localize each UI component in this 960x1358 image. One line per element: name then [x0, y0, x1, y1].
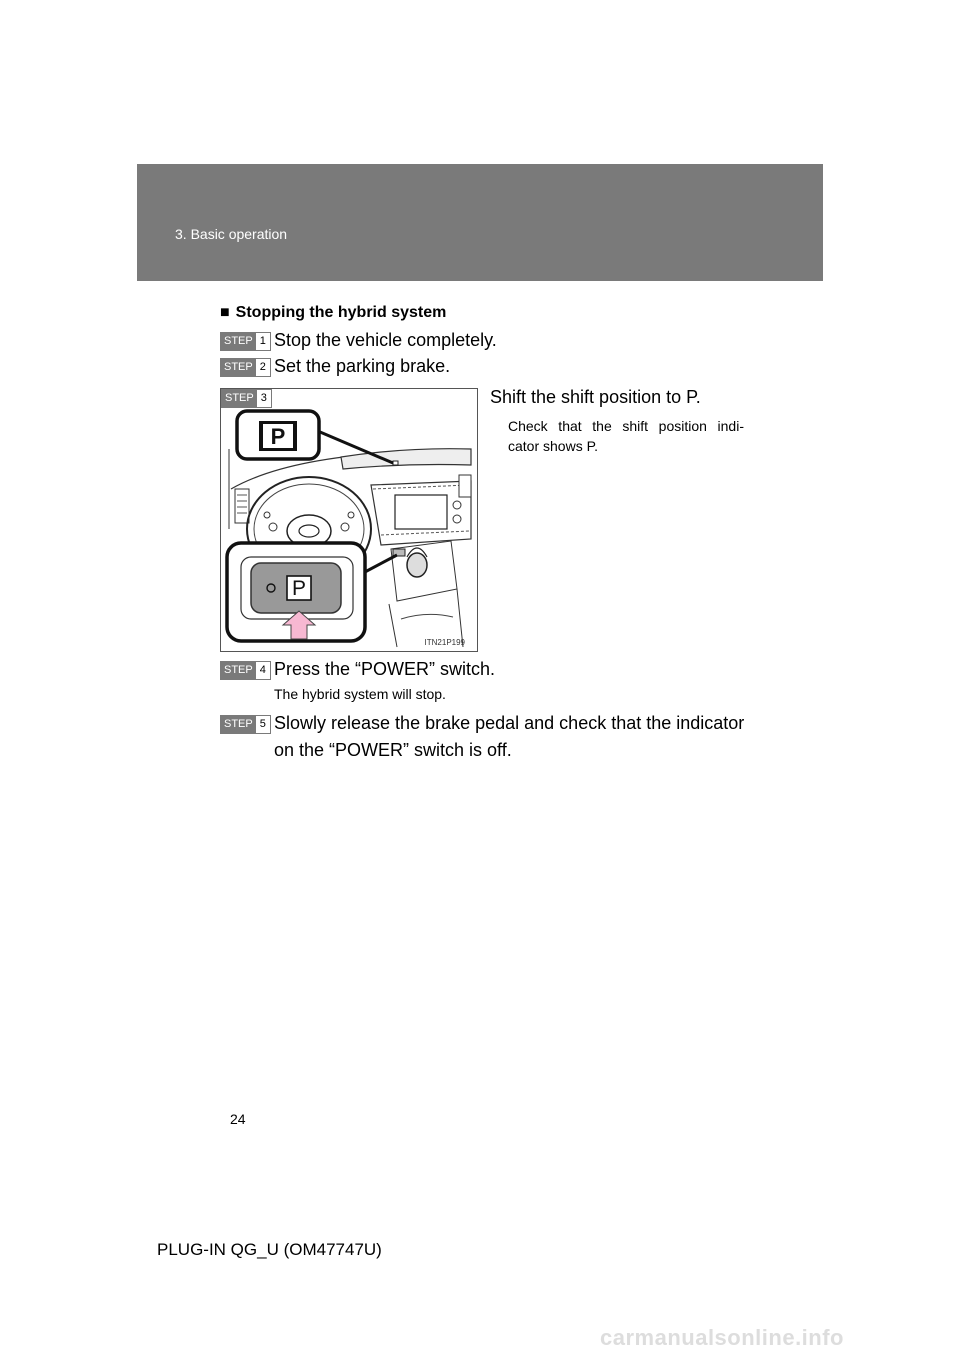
page-header	[137, 164, 823, 281]
step-1-text: Stop the vehicle completely.	[274, 330, 497, 350]
step-word: STEP	[222, 390, 257, 407]
header-section-title: 3. Basic operation	[175, 226, 288, 242]
step-word: STEP	[221, 333, 256, 350]
dashboard-illustration	[221, 389, 477, 651]
indicator-letter: P	[270, 424, 286, 449]
page-number: 24	[230, 1111, 246, 1127]
step-number: 2	[256, 359, 270, 376]
button-letter: P	[291, 577, 307, 600]
step-5-text: Slowly release the brake pedal and check that the indicator on the “POWER” switch is off.	[274, 713, 745, 760]
step-badge-2	[220, 358, 271, 377]
step-4-text: Press the “POWER” switch.	[274, 659, 496, 679]
watermark: carmanualsonline.info	[600, 1325, 844, 1350]
step-word: STEP	[221, 662, 256, 679]
step-3-text: Shift the shift position to P.	[490, 387, 701, 407]
step-number: 1	[256, 333, 270, 350]
step-word: STEP	[221, 716, 256, 733]
step-3-note: Check that the shift position indi- cator shows P.	[508, 418, 744, 454]
section-bullet: ■	[220, 304, 230, 321]
step-number: 5	[256, 716, 270, 733]
step-number: 4	[256, 662, 270, 679]
step-number: 3	[257, 390, 271, 407]
section-title	[220, 304, 446, 322]
footer-code: PLUG-IN QG_U (OM47747U)	[157, 1240, 382, 1259]
shift-position-figure	[220, 388, 478, 652]
step-4-note: The hybrid system will stop.	[274, 686, 446, 702]
step-2-text: Set the parking brake.	[274, 356, 451, 376]
step-word: STEP	[221, 359, 256, 376]
figure-code: ITN21P199	[424, 638, 465, 647]
section-title-text: Stopping the hybrid system	[235, 304, 447, 321]
step-badge-4	[220, 661, 271, 680]
step-badge-1	[220, 332, 271, 351]
step-badge-5	[220, 715, 271, 734]
